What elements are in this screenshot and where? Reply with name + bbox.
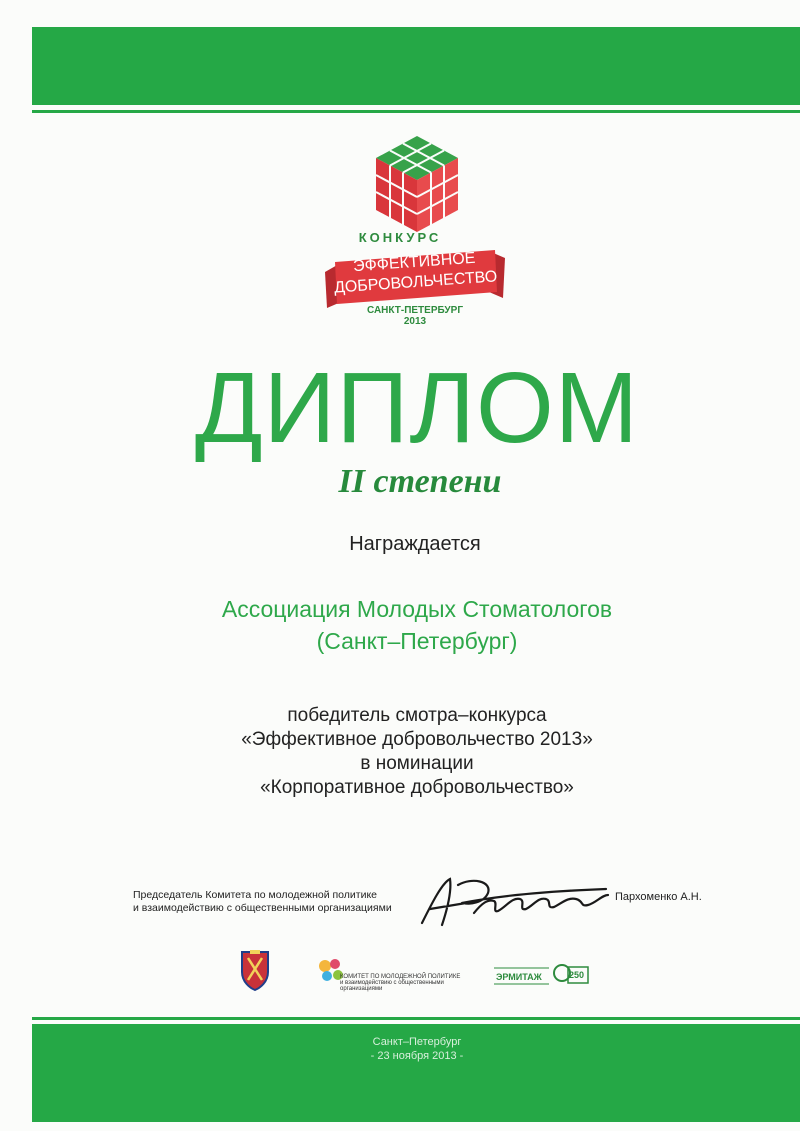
footer-date: - 23 ноября 2013 - (370, 1050, 464, 1062)
top-divider-line (32, 110, 800, 113)
position-line-2: и взаимодействию с общественными организациями (133, 902, 392, 914)
committee-line-2: и взаимодействию с общественными организациями (340, 980, 444, 992)
recipient-organization (0, 593, 800, 657)
committee-line-1: КОМИТЕТ ПО МОЛОДЕЖНОЙ ПОЛИТИКЕ (340, 974, 461, 980)
signatory-position (133, 889, 403, 915)
statement-line-2: «Эффективное добровольчество 2013» (241, 729, 593, 750)
ribbon-line-1: ЭФФЕКТИВНОЕ (352, 249, 476, 276)
contest-label: КОНКУРС (358, 230, 442, 245)
coat-of-arms-icon (238, 950, 272, 992)
organization-name: Ассоциация Молодых Стоматологов (221, 596, 613, 622)
diploma-degree: II степени (338, 463, 502, 500)
awarded-label: Награждается (349, 533, 481, 555)
footer-place-date (0, 1035, 800, 1063)
hermitage-250-text: 250 (569, 970, 585, 980)
signatory-name: Пархоменко А.Н. (615, 891, 702, 903)
cube-logo-icon (372, 134, 462, 234)
hermitage-logo-text: ЭРМИТАЖ (496, 972, 542, 982)
handwritten-signature (402, 873, 612, 933)
committee-logo-text (340, 974, 470, 992)
award-statement (0, 704, 800, 800)
document-title: ДИПЛОМ (194, 352, 640, 464)
logo-year: 2013 (403, 316, 427, 327)
position-line-1: Председатель Комитета по молодежной политике (133, 889, 378, 901)
statement-line-4: «Корпоративное добровольчество» (260, 777, 574, 798)
statement-line-1: победитель смотра–конкурса (287, 705, 547, 726)
top-green-band (32, 27, 800, 105)
statement-line-3: в номинации (360, 753, 474, 774)
logo-city: САНКТ-ПЕТЕРБУРГ (366, 305, 463, 316)
logo-city-year (330, 305, 500, 327)
ribbon-line-2: ДОБРОВОЛЬЧЕСТВО (333, 268, 498, 297)
footer-city: Санкт–Петербург (372, 1036, 462, 1048)
bottom-divider-line (32, 1017, 800, 1020)
organization-city: (Санкт–Петербург) (316, 628, 518, 654)
